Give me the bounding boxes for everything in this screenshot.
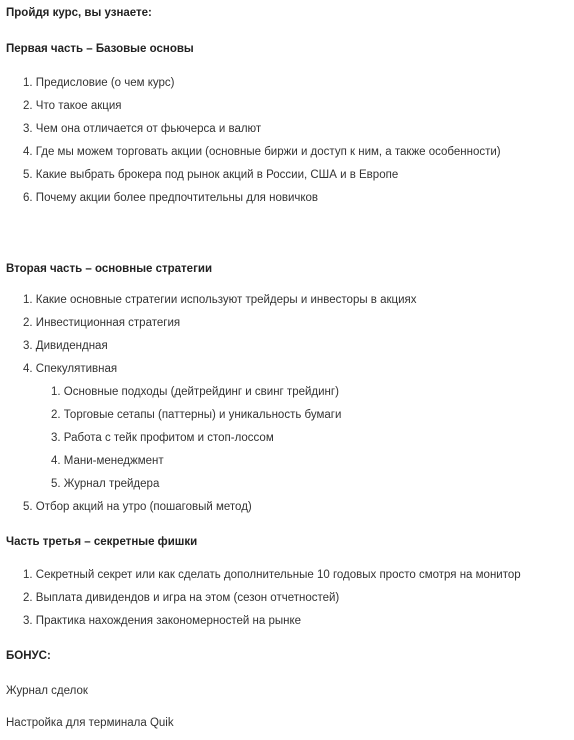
list-item: 3. Чем она отличается от фьючерса и валют xyxy=(23,123,262,135)
sub-list-item: 1. Основные подходы (дейтрейдинг и свинг трейдинг) xyxy=(51,386,339,398)
list-item: 1. Секретный секрет или как сделать дополнительные 10 годовых просто смотря на монитор xyxy=(23,569,521,581)
list-item: 3. Дивидендная xyxy=(23,340,108,352)
list-item: 4. Спекулятивная xyxy=(23,363,118,375)
list-item-text: Почему акции более предпочтительны для новичков xyxy=(35,192,319,204)
list-item: 4. Где мы можем торговать акции (основные биржи и доступ к ним, а также особенности) xyxy=(23,146,501,158)
list-item: 2. Инвестиционная стратегия xyxy=(23,317,181,329)
list-item-text: Практика нахождения закономерностей на рынке xyxy=(35,615,302,627)
list-item-text: Секретный секрет или как сделать дополнительные 10 годовых просто смотря на монитор xyxy=(35,569,521,581)
sub-list-item: 2. Торговые сетапы (паттерны) и уникальность бумаги xyxy=(51,409,342,421)
intro-heading: Пройдя курс, вы узнаете: xyxy=(6,7,152,19)
part2-title: Вторая часть – основные стратегии xyxy=(6,263,213,275)
list-item: 5. Какие выбрать брокера под рынок акций в России, США и в Европе xyxy=(23,169,399,181)
list-item: 2. Что такое акция xyxy=(23,100,122,112)
part1-title: Первая часть – Базовые основы xyxy=(6,43,194,55)
list-item-text: Что такое акция xyxy=(35,100,122,112)
list-item-text: Какие основные стратегии используют трейдеры и инвесторы в акциях xyxy=(35,294,417,306)
list-item-text: Дивидендная xyxy=(35,340,108,352)
list-item-text: Инвестиционная стратегия xyxy=(35,317,181,329)
sub-list-item-text: Мани-менеджмент xyxy=(63,455,164,467)
sub-list-item: 5. Журнал трейдера xyxy=(51,478,160,490)
list-item-text: Предисловие (о чем курс) xyxy=(35,77,175,89)
bonus-title: БОНУС: xyxy=(6,650,51,662)
list-item-text: Какие выбрать брокера под рынок акций в России, США и в Европе xyxy=(35,169,399,181)
list-item: 6. Почему акции более предпочтительны для новичков xyxy=(23,192,319,204)
list-item-text: Отбор акций на утро (пошаговый метод) xyxy=(35,501,252,513)
sub-list-item-text: Основные подходы (дейтрейдинг и свинг трейдинг) xyxy=(63,386,339,398)
list-item-text: Чем она отличается от фьючерса и валют xyxy=(35,123,262,135)
list-item: 1. Предисловие (о чем курс) xyxy=(23,77,175,89)
sub-list-item: 4. Мани-менеджмент xyxy=(51,455,164,467)
list-item: 3. Практика нахождения закономерностей на рынке xyxy=(23,615,302,627)
sub-list-item: 3. Работа с тейк профитом и стоп-лоссом xyxy=(51,432,274,444)
part3-title: Часть третья – секретные фишки xyxy=(6,536,198,548)
sub-list-item-text: Журнал трейдера xyxy=(63,478,160,490)
list-item: 5. Отбор акций на утро (пошаговый метод) xyxy=(23,501,252,513)
list-item-text: Где мы можем торговать акции (основные биржи и доступ к ним, а также особенности) xyxy=(35,146,501,158)
bonus-item: Настройка для терминала Quik xyxy=(6,717,174,729)
list-item-text: Выплата дивидендов и игра на этом (сезон отчетностей) xyxy=(35,592,340,604)
list-item: 2. Выплата дивидендов и игра на этом (сезон отчетностей) xyxy=(23,592,340,604)
sub-list-item-text: Работа с тейк профитом и стоп-лоссом xyxy=(63,432,274,444)
list-item-text: Спекулятивная xyxy=(35,363,118,375)
bonus-item: Журнал сделок xyxy=(6,685,88,697)
list-item: 1. Какие основные стратегии используют трейдеры и инвесторы в акциях xyxy=(23,294,417,306)
sub-list-item-text: Торговые сетапы (паттерны) и уникальность бумаги xyxy=(63,409,342,421)
